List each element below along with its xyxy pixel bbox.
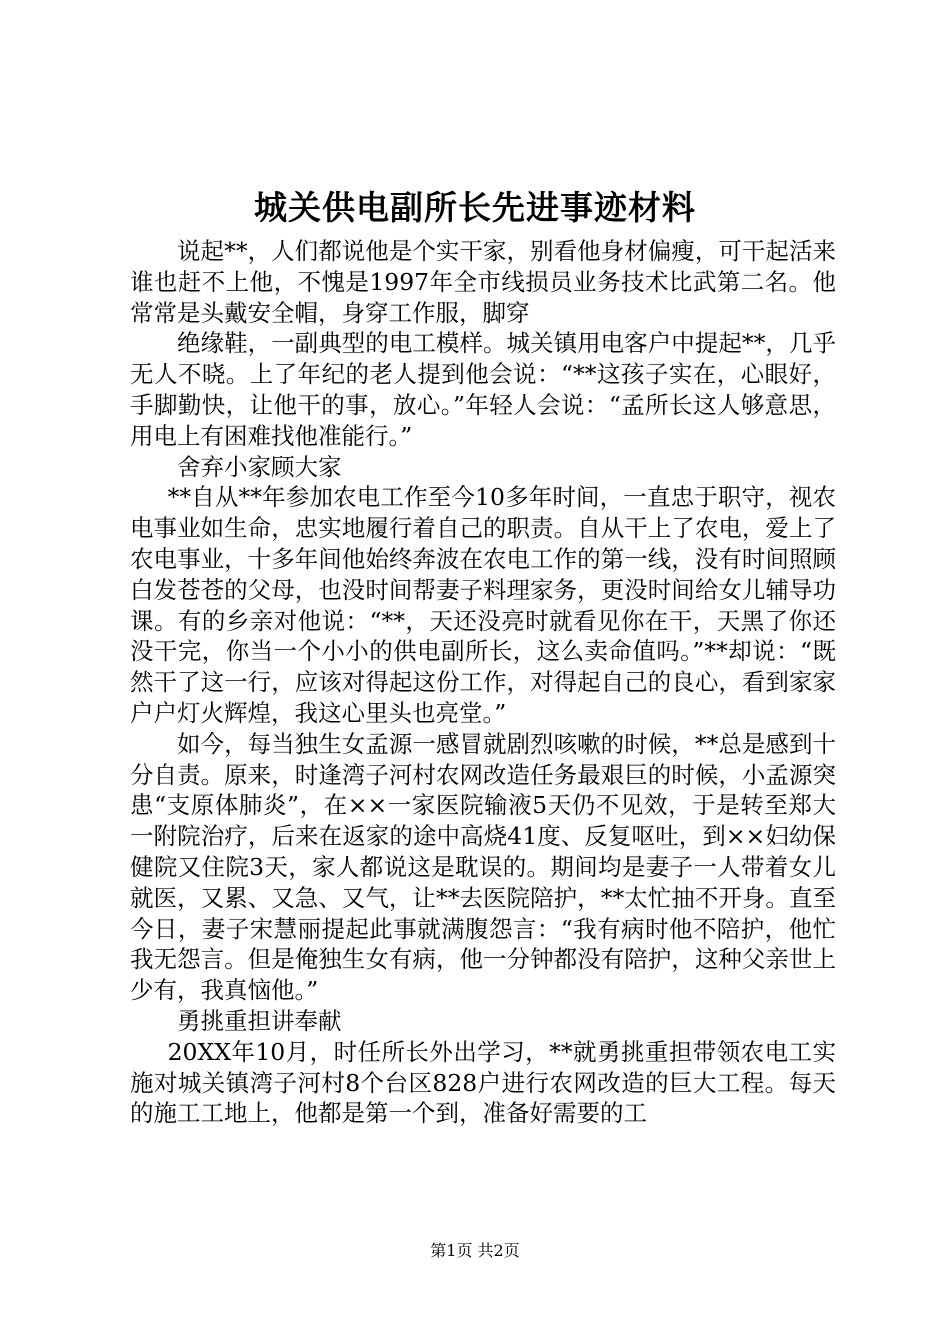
paragraph: 绝缘鞋，一副典型的电工模样。城关镇用电客户中提起**，几乎无人不晓。上了年纪的老人提到他会说：“**这孩子实在，心眼好，手脚勤快，让他干的事，放心。”年轻人会说：“孟所长这人够意思，用电上有困难找他准能行。” bbox=[130, 329, 836, 450]
section-heading: 舍弃小家顾大家 bbox=[177, 452, 342, 481]
paragraph: 如今，每当独生女孟源一感冒就剧烈咳嗽的时候，**总是感到十分自责。原来，时逢湾子河村农网改造任务最艰巨的时候，小孟源突患“支原体肺炎”，在××一家医院输液5天仍不见效，于是转至郑大一附院治疗，后来在返家的途中高烧41度、反复呕吐，到××妇幼保健院又住院3天，家人都说这是耽误的。期间均是妻子一人带着女儿就医，又累、又急、又气，让**去医院陪护，**太忙抽不开身。直至今日，妻子宋慧丽提起此事就满腹怨言：“我有病时他不陪护，他忙我无怨言。但是俺独生女有病，他一分钟都没有陪护，这种父亲世上少有，我真恼他。” bbox=[130, 729, 836, 1005]
paragraph: 说起**，人们都说他是个实干家，别看他身材偏瘦，可干起活来谁也赶不上他，不愧是1997年全市线损员业务技术比武第二名。他常常是头戴安全帽，身穿工作服，脚穿 bbox=[130, 237, 836, 327]
section-heading: 勇挑重担讲奉献 bbox=[177, 1006, 342, 1035]
document-title: 城关供电副所长先进事迹材料 bbox=[254, 188, 696, 227]
paragraph: **自从**年参加农电工作至今10多年时间，一直忠于职守，视农电事业如生命，忠实地履行着自己的职责。自从干上了农电，爱上了农电事业，十多年间他始终奔波在农电工作的第一线，没有时间照顾白发苍苍的父母，也没时间帮妻子料理家务，更没时间给女儿辅导功课。有的乡亲对他说：“**，天还没亮时就看见你在干，天黑了你还没干完，你当一个小小的供电副所长，这么卖命值吗。”**却说：“既然干了这一行，应该对得起这份工作，对得起自己的良心，看到家家户户灯火辉煌，我这心里头也亮堂。” bbox=[130, 483, 836, 727]
paragraph: 20XX年10月，时任所长外出学习，**就勇挑重担带领农电工实施对城关镇湾子河村8个台区828户进行农网改造的巨大工程。每天的施工工地上，他都是第一个到，准备好需要的工 bbox=[130, 1037, 836, 1128]
page-number-footer: 第1页 共2页 bbox=[430, 1241, 520, 1260]
document-body bbox=[130, 236, 836, 1129]
